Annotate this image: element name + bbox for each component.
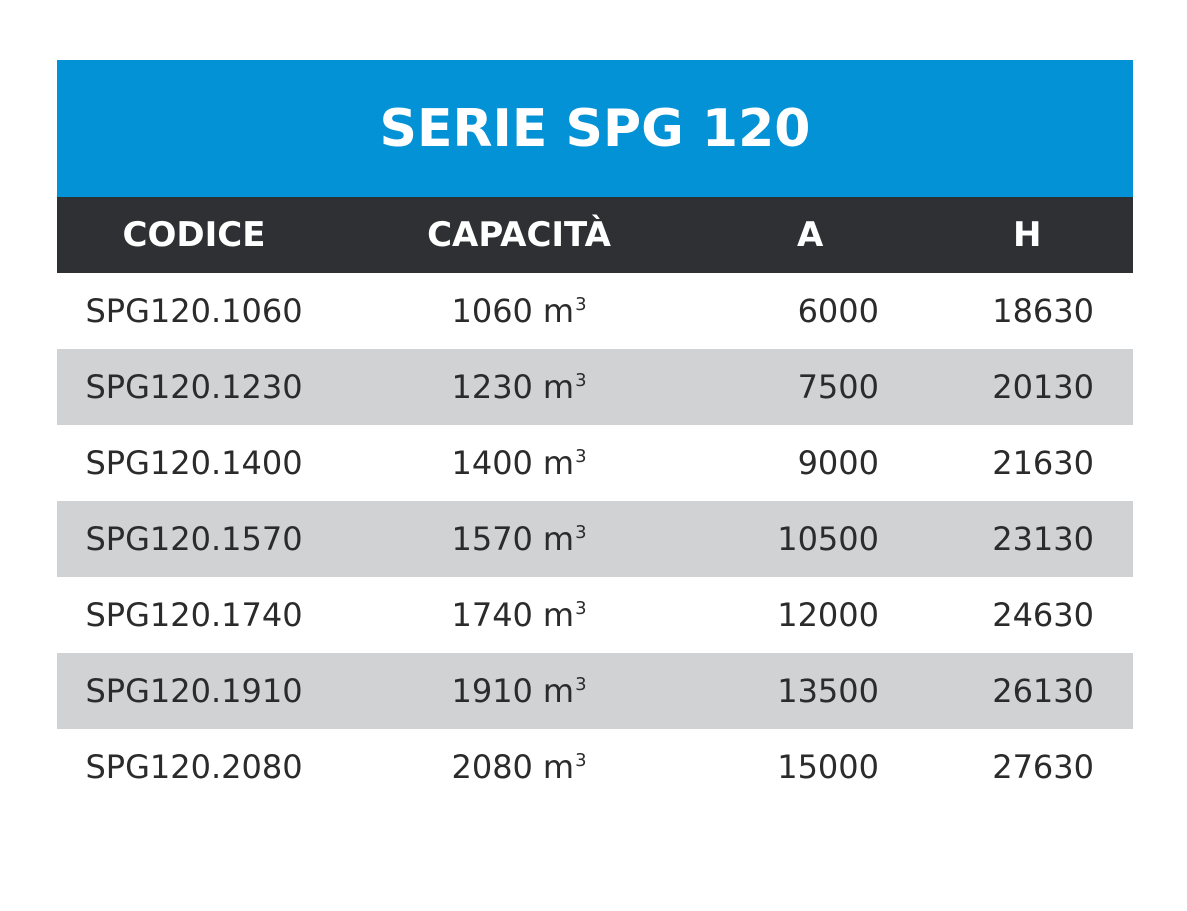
cell-code: SPG120.1910 bbox=[85, 672, 303, 710]
unit-base: m bbox=[542, 444, 575, 482]
capacity-value: 1400 bbox=[451, 444, 533, 482]
unit-base: m bbox=[542, 368, 575, 406]
cell-a: 6000 bbox=[797, 292, 879, 330]
spg-120-table bbox=[57, 60, 1133, 805]
capacity-value: 1570 bbox=[451, 520, 533, 558]
unit-exponent: 3 bbox=[575, 598, 587, 619]
header-row bbox=[57, 197, 1133, 273]
header-capacity: CAPACITÀ bbox=[427, 215, 611, 255]
cell-code: SPG120.1060 bbox=[85, 292, 303, 330]
table-title: SERIE SPG 120 bbox=[379, 98, 811, 159]
header-h: H bbox=[1013, 215, 1042, 255]
cell-h: 24630 bbox=[992, 596, 1094, 634]
table-row bbox=[57, 729, 1133, 805]
capacity-value: 1910 bbox=[451, 672, 533, 710]
unit-base: m bbox=[542, 596, 575, 634]
cell-a: 15000 bbox=[777, 748, 879, 786]
header-code: CODICE bbox=[122, 215, 266, 255]
title-bar bbox=[57, 60, 1133, 197]
table-row bbox=[57, 349, 1133, 425]
table-row bbox=[57, 501, 1133, 577]
capacity-value: 2080 bbox=[451, 748, 533, 786]
cell-code: SPG120.1740 bbox=[85, 596, 303, 634]
unit-base: m bbox=[542, 672, 575, 710]
cell-code: SPG120.1230 bbox=[85, 368, 303, 406]
unit-exponent: 3 bbox=[575, 674, 587, 695]
unit-exponent: 3 bbox=[575, 522, 587, 543]
cell-capacity bbox=[388, 729, 650, 805]
table-row bbox=[57, 577, 1133, 653]
capacity-value: 1230 bbox=[451, 368, 533, 406]
cell-h: 18630 bbox=[992, 292, 1094, 330]
capacity-value: 1060 bbox=[451, 292, 533, 330]
cell-capacity bbox=[388, 653, 650, 729]
cell-a: 7500 bbox=[797, 368, 879, 406]
cell-a: 13500 bbox=[777, 672, 879, 710]
cell-h: 27630 bbox=[992, 748, 1094, 786]
header-a: A bbox=[797, 215, 824, 255]
capacity-value: 1740 bbox=[451, 596, 533, 634]
cell-capacity bbox=[388, 501, 650, 577]
cell-h: 20130 bbox=[992, 368, 1094, 406]
unit-exponent: 3 bbox=[575, 294, 587, 315]
unit-base: m bbox=[542, 292, 575, 330]
unit-base: m bbox=[542, 520, 575, 558]
cell-a: 12000 bbox=[777, 596, 879, 634]
cell-h: 26130 bbox=[992, 672, 1094, 710]
cell-capacity bbox=[388, 349, 650, 425]
unit-exponent: 3 bbox=[575, 750, 587, 771]
unit-exponent: 3 bbox=[575, 446, 587, 467]
cell-a: 9000 bbox=[797, 444, 879, 482]
table-row bbox=[57, 653, 1133, 729]
cell-capacity bbox=[388, 577, 650, 653]
cell-capacity bbox=[388, 273, 650, 349]
cell-h: 21630 bbox=[992, 444, 1094, 482]
unit-base: m bbox=[542, 748, 575, 786]
cell-h: 23130 bbox=[992, 520, 1094, 558]
cell-code: SPG120.2080 bbox=[85, 748, 303, 786]
table-row bbox=[57, 425, 1133, 501]
unit-exponent: 3 bbox=[575, 370, 587, 391]
cell-code: SPG120.1570 bbox=[85, 520, 303, 558]
cell-capacity bbox=[388, 425, 650, 501]
cell-code: SPG120.1400 bbox=[85, 444, 303, 482]
table-row bbox=[57, 273, 1133, 349]
cell-a: 10500 bbox=[777, 520, 879, 558]
